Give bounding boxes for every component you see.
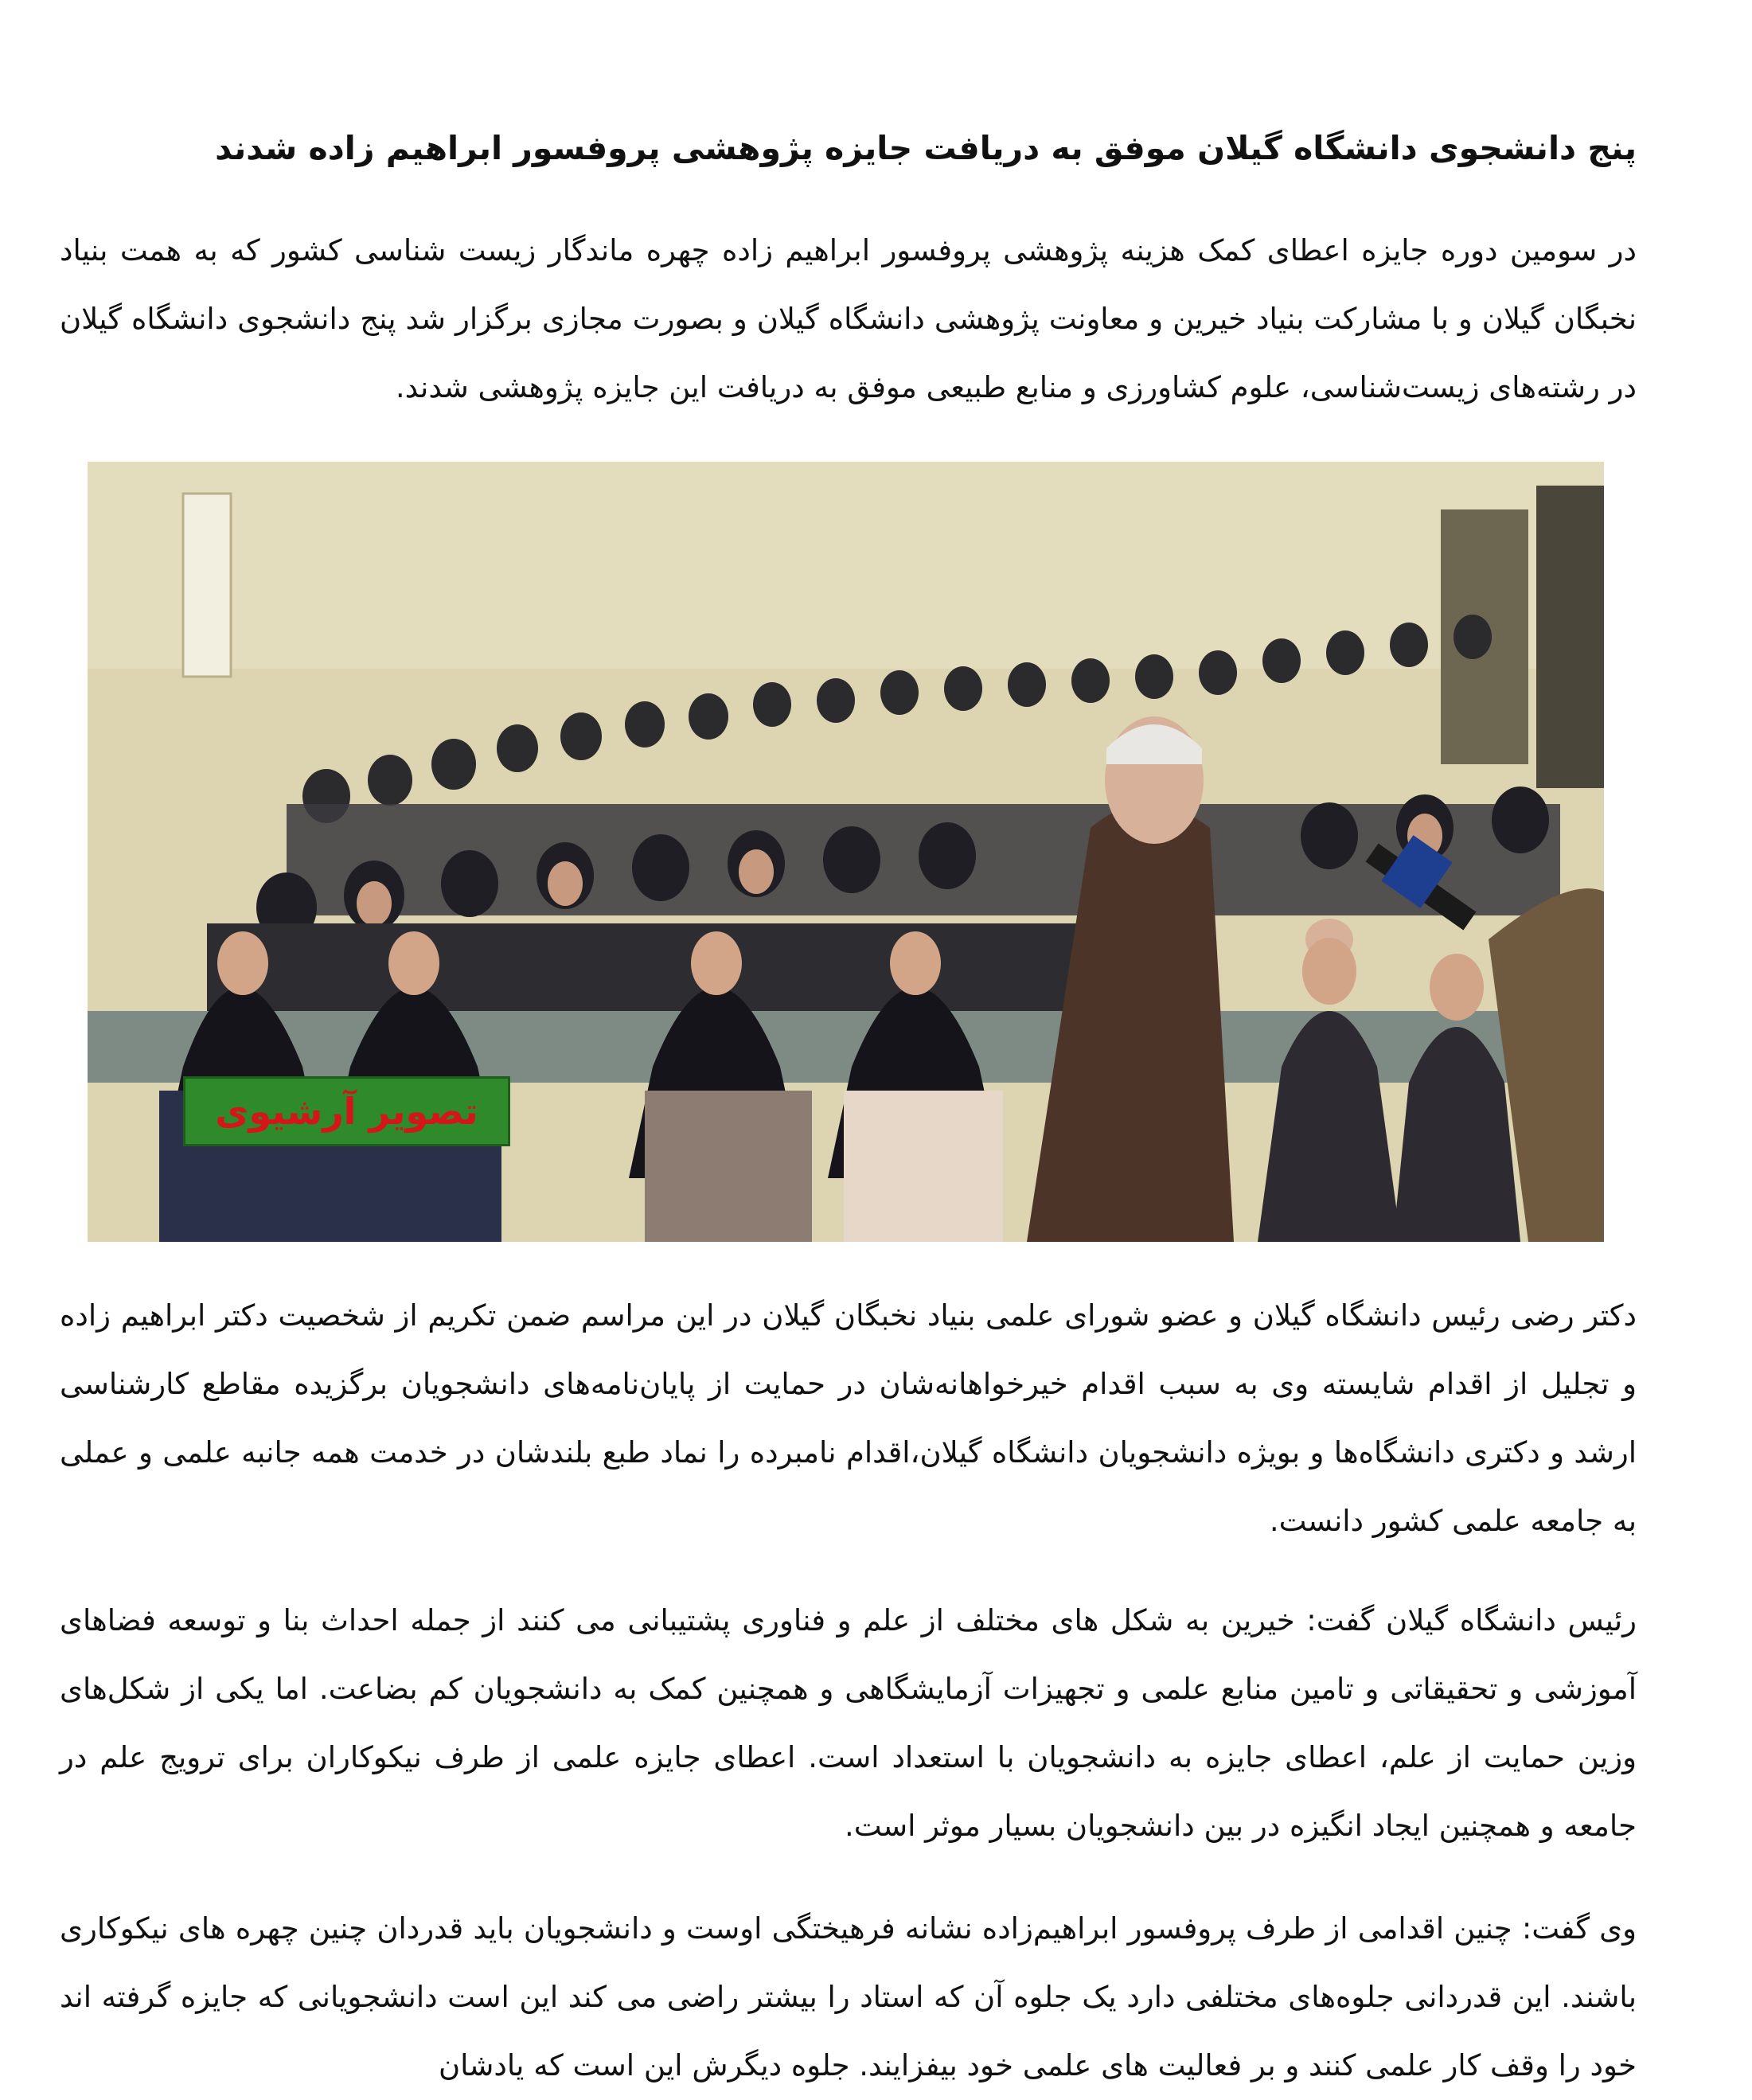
ceremony-photo: [88, 462, 1604, 1242]
article-page: [60, 0, 1637, 2088]
body-paragraph: رئیس دانشگاه گیلان گفت: خیرین به شکل های مختلف از علم و فناوری پشتیبانی می کنند از جمله احداث بنا و توسعه فضاهای آموزشی و تحقیقاتی و تامین منابع علمی و تجهیزات آزمایشگاهی و همچنین کمک به دانشجویان کم بضاعت. اما یکی از شکل‌های وزین حمایت از علم، اعطای جایزه به دانشجویان با استعداد است. اعطای جایزه علمی از طرف نیکوکاران برای ترویج علم در جامعه و همچنین ایجاد انگیزه در بین دانشجویان بسیار موثر است.: [60, 1603, 1637, 1843]
intro-paragraph: در سومین دوره جایزه اعطای کمک هزینه پژوهشی پروفسور ابراهیم زاده چهره ماندگار زیست شناسی کشور که به همت بنیاد نخبگان گیلان و با مشارکت بنیاد خیرین و معاونت پژوهشی دانشگاه گیلان و بصورت مجازی برگزار شد پنج دانشجوی دانشگاه گیلان در رشته‌های زیست‌شناسی، علوم کشاورزی و منابع طبیعی موفق به دریافت این جایزه پژوهشی شدند.: [60, 233, 1637, 404]
article-title: پنج دانشجوی دانشگاه گیلان موفق به دریافت جایزه پژوهشی پروفسور ابراهیم زاده شدند: [215, 129, 1637, 167]
archive-photo-label: تصویر آرشیوی: [183, 1076, 510, 1146]
body-paragraph: وی گفت: چنین اقدامی از طرف پروفسور ابراهیم‌زاده نشانه فرهیختگی اوست و دانشجویان باید قدردان چنین چهره های نیکوکاری باشند. این قدردانی جلوه‌های مختلفی دارد یک جلوه آن که استاد را بیشتر راضی می کند این است دانشجویانی که جایزه گرفته اند خود را وقف کار علمی کنند و بر فعالیت های علمی خود بیفزایند. جلوه دیگرش این است که یادشان: [60, 1911, 1637, 2082]
body-paragraph: دکتر رضی رئیس دانشگاه گیلان و عضو شورای علمی بنیاد نخبگان گیلان در این مراسم ضمن تکریم از شخصیت دکتر ابراهیم زاده و تجلیل از اقدام شایسته وی به سبب اقدام خیرخواهانه‌شان در حمایت از پایان‌نامه‌های دانشجویان برگزیده مقاطع کارشناسی ارشد و دکتری دانشگاه‌ها و بویژه دانشجویان دانشگاه گیلان،اقدام نامبرده را نماد طبع بلندشان در خدمت همه جانبه علمی و عملی به جامعه علمی کشور دانست.: [60, 1298, 1637, 1538]
